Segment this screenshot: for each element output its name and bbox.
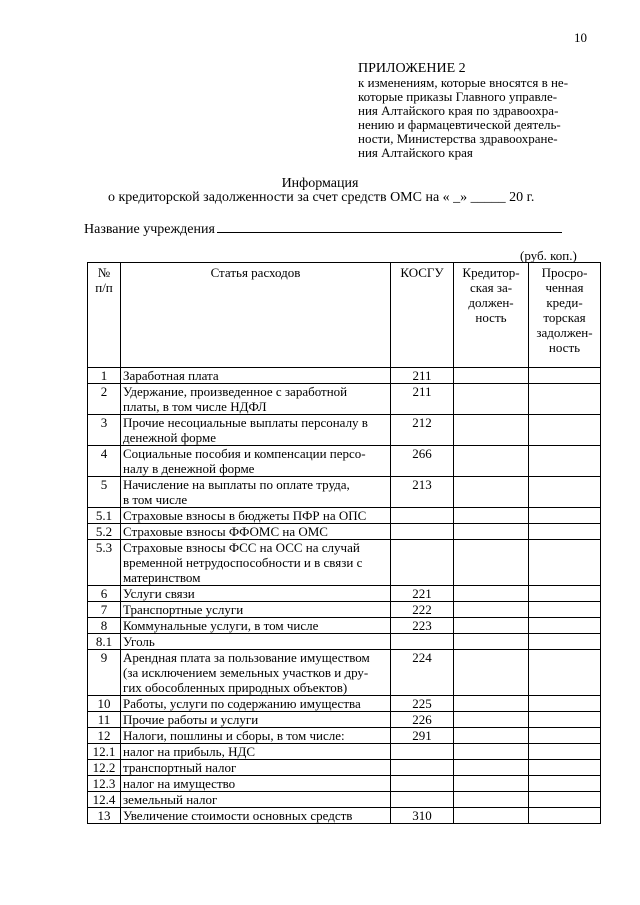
row-number: 8.1 [88, 634, 121, 650]
row-item-line: платы, в том числе НДФЛ [123, 399, 267, 414]
row-overdue-debt [529, 477, 601, 508]
row-item-line: налог на имущество [123, 776, 236, 791]
row-credit-debt [454, 384, 529, 415]
row-kosgu: 212 [391, 415, 454, 446]
row-item-line: временной нетрудоспособности и в связи с [123, 555, 363, 570]
row-item-line: денежной форме [123, 430, 216, 445]
units-note: (руб. коп.) [520, 248, 577, 263]
row-item-line: налог на прибыль, НДС [123, 744, 255, 759]
row-number: 5 [88, 477, 121, 508]
row-item [121, 508, 391, 524]
row-item-line: материнством [123, 570, 201, 585]
row-overdue-debt [529, 744, 601, 760]
table-row [88, 618, 601, 634]
row-item [121, 368, 391, 384]
row-credit-debt [454, 712, 529, 728]
row-item-line: налу в денежной форме [123, 461, 255, 476]
row-item [121, 696, 391, 712]
row-number: 10 [88, 696, 121, 712]
row-item-line: Услуги связи [123, 586, 195, 601]
row-credit-debt [454, 728, 529, 744]
row-number: 4 [88, 446, 121, 477]
row-kosgu: 222 [391, 602, 454, 618]
row-kosgu [391, 792, 454, 808]
header-overdue-line: ность [548, 340, 581, 355]
row-credit-debt [454, 776, 529, 792]
row-overdue-debt [529, 634, 601, 650]
row-number: 1 [88, 368, 121, 384]
header-overdue [529, 263, 601, 368]
row-number: 5.3 [88, 540, 121, 586]
row-number: 12 [88, 728, 121, 744]
row-item [121, 586, 391, 602]
row-credit-debt [454, 540, 529, 586]
row-kosgu: 213 [391, 477, 454, 508]
row-item-line: Прочие несоциальные выплаты персоналу в [123, 415, 368, 430]
header-overdue-line: задолжен- [536, 325, 593, 340]
row-credit-debt [454, 634, 529, 650]
table-row [88, 508, 601, 524]
header-overdue-line: торская [543, 310, 586, 325]
row-number: 7 [88, 602, 121, 618]
row-number: 12.4 [88, 792, 121, 808]
row-item-line: Социальные пособия и компенсации персо- [123, 446, 366, 461]
table-row [88, 477, 601, 508]
row-item-line: Страховые взносы ФФОМС на ОМС [123, 524, 328, 539]
row-kosgu [391, 634, 454, 650]
row-item [121, 744, 391, 760]
row-credit-debt [454, 446, 529, 477]
row-number: 11 [88, 712, 121, 728]
row-item [121, 728, 391, 744]
row-kosgu [391, 540, 454, 586]
header-credit-line: должен- [468, 295, 514, 310]
appendix-line: ности, Министерства здравоохране- [358, 131, 558, 146]
row-item-line: Транспортные услуги [123, 602, 244, 617]
header-overdue-line: креди- [546, 295, 583, 310]
table-row [88, 712, 601, 728]
table-row [88, 808, 601, 824]
institution-name-line [217, 220, 562, 233]
table-row [88, 602, 601, 618]
row-item-line: Начисление на выплаты по оплате труда, [123, 477, 350, 492]
row-item-line: в том числе [123, 492, 188, 507]
table-row [88, 524, 601, 540]
row-item [121, 477, 391, 508]
row-item-line: (за исключением земельных участков и дру- [123, 665, 369, 680]
row-credit-debt [454, 792, 529, 808]
row-item [121, 602, 391, 618]
row-number: 13 [88, 808, 121, 824]
table-row [88, 760, 601, 776]
row-item-line: транспортный налог [123, 760, 237, 775]
row-overdue-debt [529, 712, 601, 728]
row-overdue-debt [529, 650, 601, 696]
row-kosgu [391, 744, 454, 760]
row-overdue-debt [529, 602, 601, 618]
row-item [121, 760, 391, 776]
row-overdue-debt [529, 384, 601, 415]
appendix-line: ния Алтайского края по здравоохра- [358, 103, 559, 118]
row-credit-debt [454, 650, 529, 696]
row-number: 5.1 [88, 508, 121, 524]
row-item-line: Заработная плата [123, 368, 219, 383]
row-credit-debt [454, 760, 529, 776]
appendix-line: ния Алтайского края [358, 145, 473, 160]
row-kosgu: 226 [391, 712, 454, 728]
document-subtitle: о кредиторской задолженности за счет средств ОМС на « _» _____ 20 г. [108, 190, 535, 205]
row-item-line: Страховые взносы в бюджеты ПФР на ОПС [123, 508, 367, 523]
table-row [88, 650, 601, 696]
table-header-row [88, 263, 601, 368]
row-kosgu: 310 [391, 808, 454, 824]
table-body [88, 368, 601, 824]
row-item [121, 446, 391, 477]
row-item-line: земельный налог [123, 792, 218, 807]
header-kosgu: КОСГУ [391, 263, 454, 368]
header-overdue-line: Просро- [541, 265, 588, 280]
row-credit-debt [454, 415, 529, 446]
row-item-line: Удержание, произведенное с заработной [123, 384, 348, 399]
row-kosgu [391, 508, 454, 524]
header-overdue-line: ченная [545, 280, 584, 295]
row-kosgu: 224 [391, 650, 454, 696]
row-overdue-debt [529, 728, 601, 744]
table-row [88, 792, 601, 808]
row-number: 8 [88, 618, 121, 634]
header-num [88, 263, 121, 368]
row-kosgu [391, 760, 454, 776]
page-number: 10 [574, 30, 587, 45]
table-row [88, 384, 601, 415]
row-item [121, 415, 391, 446]
row-credit-debt [454, 618, 529, 634]
row-item [121, 712, 391, 728]
header-num-line: п/п [95, 280, 113, 295]
row-item [121, 808, 391, 824]
row-overdue-debt [529, 508, 601, 524]
table-row [88, 540, 601, 586]
row-overdue-debt [529, 368, 601, 384]
table-row [88, 776, 601, 792]
row-credit-debt [454, 524, 529, 540]
row-credit-debt [454, 586, 529, 602]
row-credit-debt [454, 808, 529, 824]
row-kosgu: 291 [391, 728, 454, 744]
table-row [88, 634, 601, 650]
row-item-line: Налоги, пошлины и сборы, в том числе: [123, 728, 345, 743]
row-kosgu: 211 [391, 384, 454, 415]
table-row [88, 368, 601, 384]
header-credit-line: Кредитор- [462, 265, 520, 280]
row-item [121, 634, 391, 650]
table-row [88, 415, 601, 446]
debt-table [87, 262, 601, 824]
row-item [121, 776, 391, 792]
row-overdue-debt [529, 540, 601, 586]
row-number: 2 [88, 384, 121, 415]
row-number: 3 [88, 415, 121, 446]
table-row [88, 744, 601, 760]
row-credit-debt [454, 696, 529, 712]
row-kosgu: 221 [391, 586, 454, 602]
row-overdue-debt [529, 792, 601, 808]
row-kosgu [391, 524, 454, 540]
header-credit [454, 263, 529, 368]
row-number: 12.2 [88, 760, 121, 776]
header-item: Статья расходов [121, 263, 391, 368]
row-credit-debt [454, 477, 529, 508]
row-overdue-debt [529, 618, 601, 634]
appendix-line: которые приказы Главного управле- [358, 89, 558, 104]
row-item-line: Прочие работы и услуги [123, 712, 259, 727]
appendix-heading: ПРИЛОЖЕНИЕ 2 [358, 61, 466, 76]
row-item-line: Арендная плата за пользование имуществом [123, 650, 370, 665]
row-overdue-debt [529, 696, 601, 712]
header-num-line: № [97, 265, 111, 280]
row-item [121, 792, 391, 808]
row-kosgu: 223 [391, 618, 454, 634]
row-credit-debt [454, 368, 529, 384]
appendix-block [358, 62, 608, 160]
row-item [121, 384, 391, 415]
row-item-line: Страховые взносы ФСС на ОСС на случай [123, 540, 360, 555]
row-item [121, 618, 391, 634]
row-overdue-debt [529, 524, 601, 540]
row-overdue-debt [529, 446, 601, 477]
appendix-line: к изменениям, которые вносятся в не- [358, 75, 569, 90]
row-credit-debt [454, 744, 529, 760]
row-kosgu: 266 [391, 446, 454, 477]
row-item-line: Увеличение стоимости основных средств [123, 808, 353, 823]
appendix-line: нению и фармацевтической деятель- [358, 117, 561, 132]
header-credit-line: ская за- [469, 280, 513, 295]
table-row [88, 728, 601, 744]
institution-label: Название учреждения [84, 222, 215, 237]
row-number: 9 [88, 650, 121, 696]
row-overdue-debt [529, 586, 601, 602]
row-item [121, 524, 391, 540]
table-row [88, 696, 601, 712]
row-overdue-debt [529, 415, 601, 446]
row-overdue-debt [529, 808, 601, 824]
row-number: 6 [88, 586, 121, 602]
document-title: Информация [281, 176, 359, 191]
row-number: 12.3 [88, 776, 121, 792]
row-kosgu: 211 [391, 368, 454, 384]
row-number: 5.2 [88, 524, 121, 540]
row-kosgu: 225 [391, 696, 454, 712]
row-credit-debt [454, 602, 529, 618]
row-item-line: Уголь [123, 634, 155, 649]
institution-name-row [84, 220, 562, 238]
row-overdue-debt [529, 776, 601, 792]
row-item [121, 540, 391, 586]
row-item [121, 650, 391, 696]
table-row [88, 586, 601, 602]
row-item-line: гих обособленных природных объектов) [123, 680, 348, 695]
row-overdue-debt [529, 760, 601, 776]
row-item-line: Работы, услуги по содержанию имущества [123, 696, 361, 711]
row-kosgu [391, 776, 454, 792]
row-credit-debt [454, 508, 529, 524]
table-row [88, 446, 601, 477]
row-number: 12.1 [88, 744, 121, 760]
row-item-line: Коммунальные услуги, в том числе [123, 618, 319, 633]
header-credit-line: ность [475, 310, 507, 325]
